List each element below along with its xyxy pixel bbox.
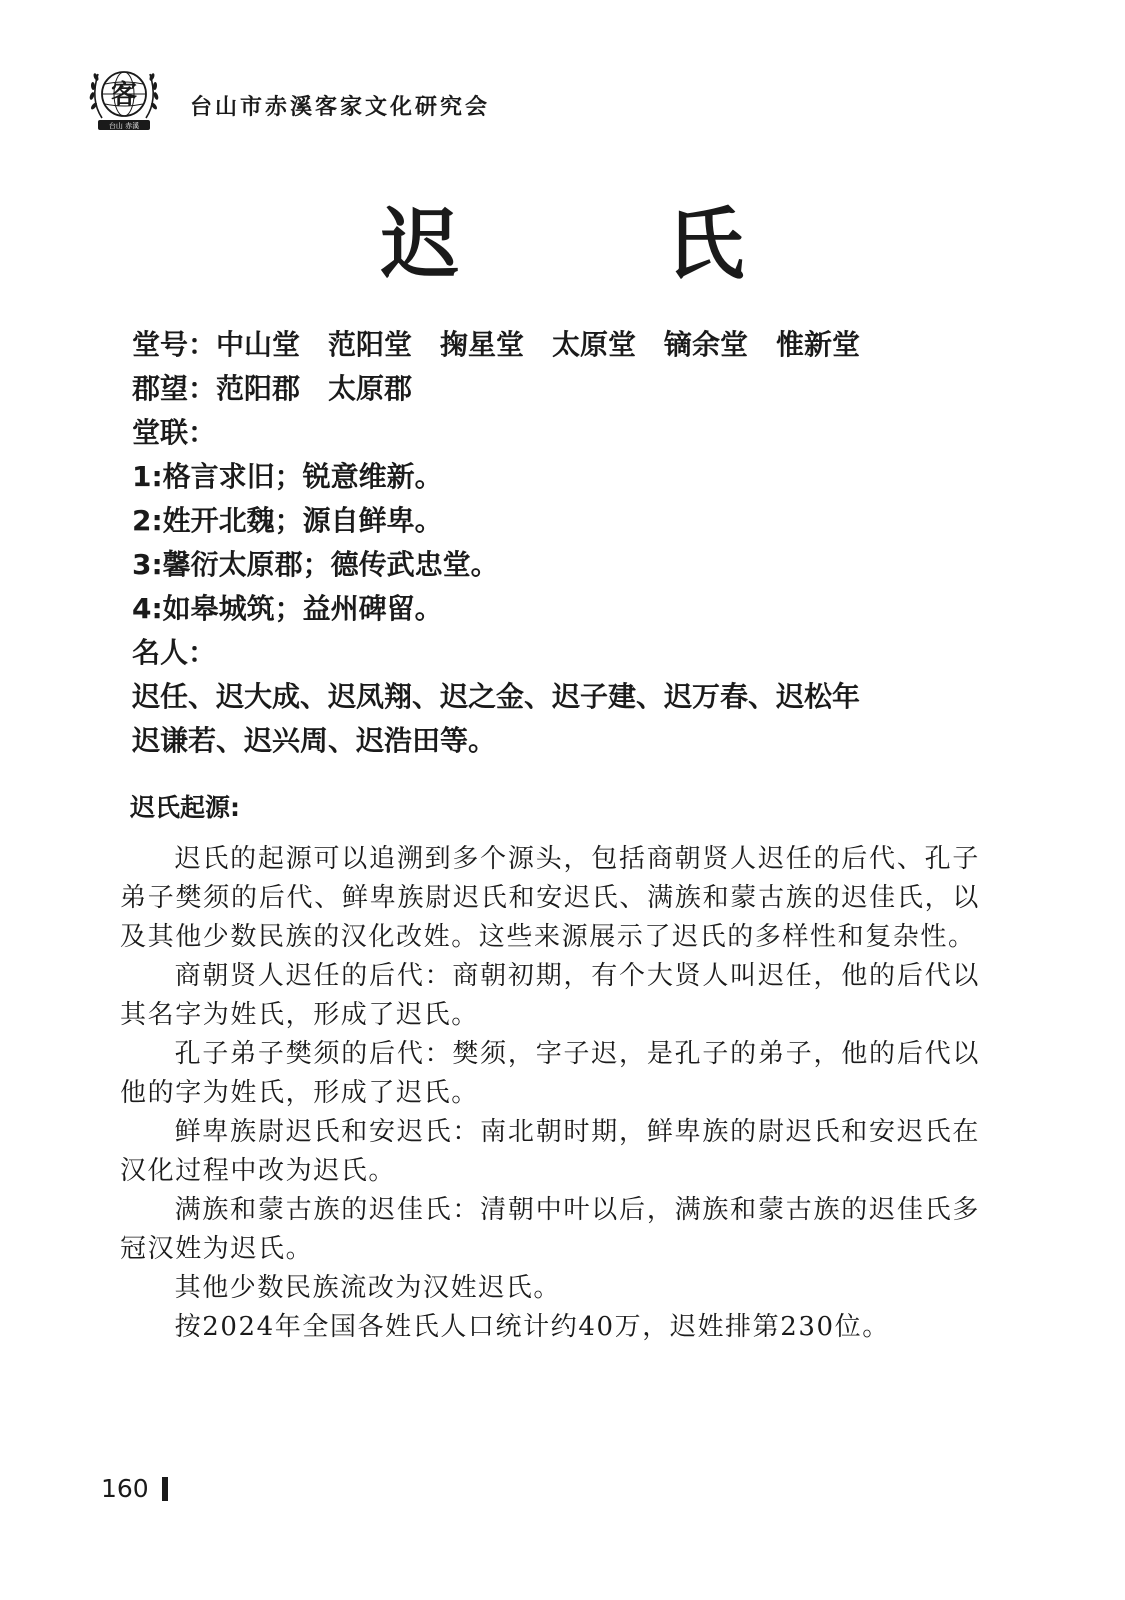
couplet-item: 1:格言求旧；锐意维新。 <box>132 460 443 493</box>
notables-label: 名人： <box>132 636 217 669</box>
paragraph: 迟氏的起源可以追溯到多个源头，包括商朝贤人迟任的后代、孔子弟子樊须的后代、鲜卑族尉迟氏和安迟氏、满族和蒙古族的迟佳氏，以及其他少数民族的汉化改姓。这些来源展示了迟氏的多样性和复杂性。 <box>120 844 980 952</box>
paragraph: 鲜卑族尉迟氏和安迟氏：南北朝时期，鲜卑族的尉迟氏和安迟氏在汉化过程中改为迟氏。 <box>120 1117 980 1186</box>
couplets-label: 堂联： <box>132 416 217 449</box>
couplet-item: 2:姓开北魏；源自鲜卑。 <box>132 504 443 537</box>
commandery: 郡望：范阳郡 太原郡 <box>132 372 413 405</box>
association-logo <box>84 56 164 136</box>
couplet-item: 3:馨衍太原郡；德传武忠堂。 <box>132 548 499 581</box>
paragraph: 其他少数民族流改为汉姓迟氏。 <box>174 1273 561 1303</box>
origin-article <box>120 840 980 1347</box>
paragraph: 孔子弟子樊须的后代：樊须，字子迟，是孔子的弟子，他的后代以他的字为姓氏，形成了迟氏。 <box>120 1039 980 1108</box>
logo-ribbon-text: 台山 赤溪 <box>108 122 140 130</box>
notables-line: 迟谦若、迟兴周、迟浩田等。 <box>132 724 497 757</box>
paragraph: 按2024年全国各姓氏人口统计约40万，迟姓排第230位。 <box>174 1312 890 1342</box>
paragraph: 商朝贤人迟任的后代：商朝初期，有个大贤人叫迟任，他的后代以其名字为姓氏，形成了迟氏。 <box>120 961 980 1030</box>
page-number: 160 <box>101 1474 149 1503</box>
paragraph: 满族和蒙古族的迟佳氏：清朝中叶以后，满族和蒙古族的迟佳氏多冠汉姓为迟氏。 <box>120 1195 980 1264</box>
organization-name: 台山市赤溪客家文化研究会 <box>190 94 491 120</box>
hall-names: 堂号：中山堂 范阳堂 掬星堂 太原堂 镝余堂 惟新堂 <box>132 328 861 361</box>
page-title: 迟 氏 <box>380 199 835 290</box>
surname-facts <box>132 323 1032 763</box>
couplet-item: 4:如皋城筑；益州碑留。 <box>132 592 443 625</box>
logo-character: 客 <box>110 80 138 110</box>
notables-line: 迟任、迟大成、迟凤翔、迟之金、迟子建、迟万春、迟松年 <box>132 680 861 713</box>
origin-heading: 迟氏起源: <box>130 793 240 822</box>
page-number-bar <box>162 1477 168 1501</box>
